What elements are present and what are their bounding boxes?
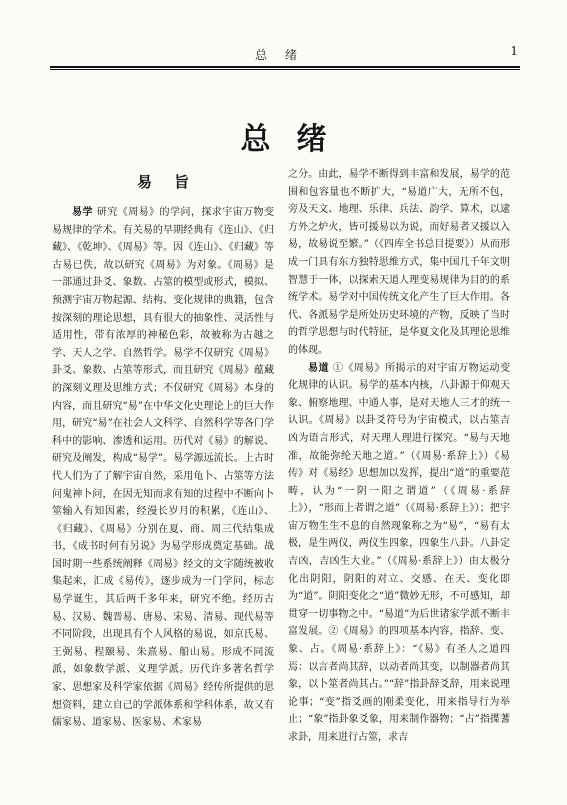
entry-term: 易学 [72,207,93,218]
running-title: 总绪 [254,48,315,62]
entry-text: ①《周易》所揭示的对宇宙万物运动变化规律的认识。易学的基本内核，八卦源于仰观天象、俯察地理、中通人事，是对天地人三才的统一认识。《周易》以卦爻符号为宇宙模式，以占筮吉凶为语言形式，对天理人理进行探究。“易与天地准，故能弥纶天地之道。”（《周易·系辞上》）《易传》对《易经》思想加以发挥，提出“道”的重要范畴，认为“一阴一阳之谓道”（《周易·系辞上》），“形而上者谓之道”（《周易·系辞上》）；把宇宙万物生生不息的自然现象称之为“易”，“易有太极，是生两仪，两仪生四象，四象生八卦。八卦定吉凶，吉凶生大业。”（《周易·系辞上》）由太极分化出阴阳，阴阳的对立、交感、在天、变化即为“道”。阴阳变化之“道”微妙无形，不可感知，却贯穿一切事物之中。“易道”为后世诸家学派不断丰富发展。②《周易》的四项基本内容，指辞、变、象、占。《周易·系辞上》：“《易》有圣人之道四焉：以言者尚其辞，以动者尚其变，以制器者尚其象，以卜筮者尚其占。”“辞”指卦辞爻辞，用来说理论事；“变”指爻画的刚柔变化，用来指导行为举止；“象”指卦象爻象，用来制作器物；“占”指揲蓍求卦，用来进行占筮，求吉 [288,362,511,743]
entry-text: 研究《周易》的学问，探求宇宙万物变易规律的学术。有关易的早期经典有《连山》、《归藏》、《乾坤》、《周易》等。因《连山》、《归藏》等古易已佚，故以研究《周易》为对象。《周易》是一部通过卦爻、象数、占筮的模型或形式，模拟、预测宇宙万物起源、结构、变化规律的典籍，包含按深刻的理论思想，具有很大的抽象性、灵活性与适用性，带有浓厚的神秘色彩，故被称为古越之学、天人之学、自然哲学。易学不仅研究《周易》卦爻、象数、占筮等形式，而且研究《周易》蕴藏的深刻义理及思维方式；不仅研究《周易》本身的内容，而且研究“易”在中华文化史理论上的巨大作用，研究“易”在社会人文科学、自然科学等各门学科中的影响、渗透和运用。历代对《易》的解说、研究及阐发，构成“易学”。易学源远流长。上古时代人们为了了解宇宙自然，采用龟卜、占筮等方法问鬼神卜问，在因无知而求有知的过程中不断向卜筮输入有知因素，经漫长岁月的积累，《连山》、《归藏》、《周易》分别在夏、商、周三代结集成书，《成书时何有另说》为易学形成奠定基础。战国时期一些系统阐释《周易》经文的文字随统被收集起来，汇成《易传》，逐步成为一门学问，标志易学诞生，其后两千多年来，研究不绝。经历古易、汉易、魏晋易、唐易、宋易、清易、现代易等不同阶段，出现具有个人风格的易说，如京氏易、王弼易、程颐易、朱熹易、船山易。形成不同流派，如象数学派、义理学派。历代许多著名哲学家、思想家及科学家依据《周易》经传所提供的思想资料，建立自己的学派体系和学科体系，故又有儒家易、道家易、医家易、术家易 [52,207,275,729]
page-title: 总绪 [240,122,353,157]
header-rule-thin [50,69,520,70]
entry-yidao [288,360,510,747]
entry-yixue [52,204,274,732]
right-column [288,166,510,747]
entry-term: 易道 [308,362,329,374]
header-rule-thick [50,66,520,68]
continued-paragraph: 之分。由此，易学不断得到丰富和发展，易学的范围和包容量也不断扩大，“易道广大，无所不包，旁及天文、地理、乐律、兵法、韵学、算术，以逮方外之炉火，皆可援易以为说，而好易者又援以入易，故易说至繁。”（《四库全书总目提要》）从而形成一门具有东方独特思维方式，集中国几千年文明智慧于一体，以探索天道人理变易规律为目的的系统学术。易学对中国传统文化产生了巨大作用。各代、各派易学是所处历史环境的产物，反映了当时的哲学思想与时代特征，是华夏文化及其理论思维的体现。 [288,169,510,356]
left-column [52,166,274,732]
running-header [50,42,520,62]
page-number: 1 [510,44,518,58]
section-heading: 易旨 [136,173,211,191]
